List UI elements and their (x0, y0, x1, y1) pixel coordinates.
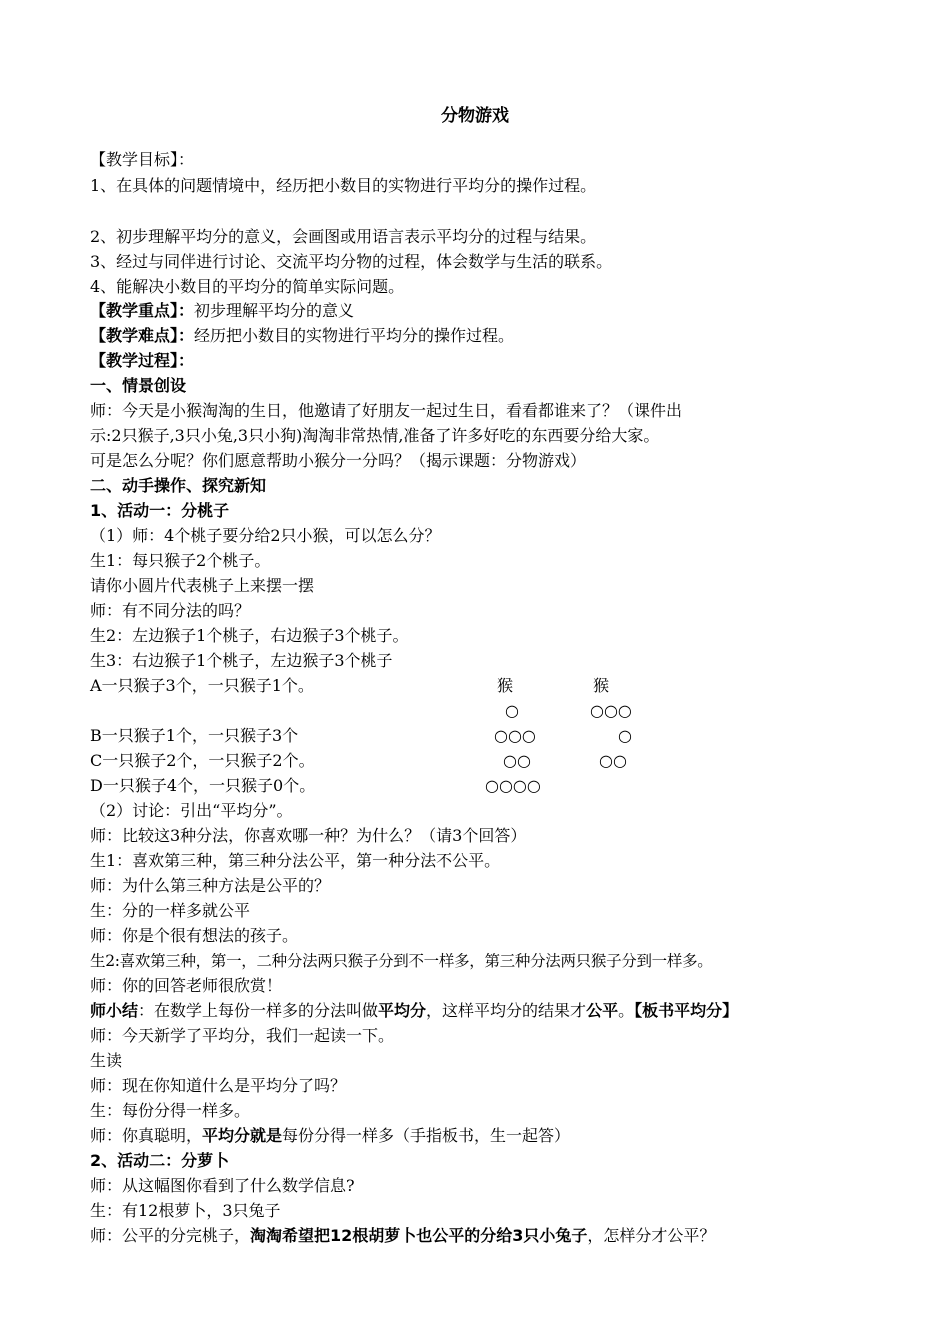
student-read: 生读 (90, 1051, 123, 1070)
section1-line-1: 师：今天是小猴淘淘的生日，他邀请了好朋友一起过生日，看看都谁来了？（课件出 (90, 401, 683, 420)
last-text-c: ，怎样分才公平？ (587, 1226, 716, 1245)
activity1-student2: 生2：左边猴子1个桃子，右边猴子3个桃子。 (90, 626, 409, 645)
circles-d-left: ○○○○ (485, 776, 541, 795)
option-b: B一只猴子1个，一只猴子3个 (90, 726, 299, 745)
circles-a-right: ○○○ (590, 701, 632, 720)
goal-1: 1、在具体的问题情境中，经历把小数目的实物进行平均分的操作过程。 (90, 176, 597, 195)
activity2-teacher: 师：从这幅图你看到了什么数学信息? (90, 1176, 355, 1195)
activity2-student: 生：有12根萝卜，3只兔子 (90, 1201, 281, 1220)
circles-b-right: ○ (618, 726, 632, 745)
page-title: 分物游戏 (441, 106, 509, 126)
key-text: 初步理解平均分的意义 (194, 301, 355, 320)
goal-2: 2、初步理解平均分的意义，会画图或用语言表示平均分的过程与结果。 (90, 227, 597, 246)
monkey-left-label: 猴 (497, 676, 514, 695)
teacher-why: 师：为什么第三种方法是公平的？ (90, 876, 331, 895)
student1-like: 生1：喜欢第三种，第三种分法公平，第一种分法不公平。 (90, 851, 501, 870)
activity1-ask: 请你小圆片代表桃子上来摆一摆 (90, 576, 315, 595)
goal-4: 4、能解决小数目的平均分的简单实际问题。 (90, 277, 405, 296)
clever-term: 平均分就是 (202, 1126, 283, 1145)
activity2-question (90, 1226, 715, 1246)
discussion: （2）讨论：引出“平均分”。 (90, 801, 293, 820)
section1-heading: 一、情景创设 (90, 376, 187, 395)
circles-b-left: ○○○ (494, 726, 536, 745)
option-c: C一只猴子2个，一只猴子2个。 (90, 751, 315, 770)
teacher-know: 师：现在你知道什么是平均分了吗？ (90, 1076, 347, 1095)
diff-label: 【教学难点】： (90, 326, 195, 345)
key-label: 【教学重点】： (90, 301, 195, 320)
teacher-summary (90, 1001, 738, 1021)
clever-text-a: 师：你真聪明， (90, 1126, 203, 1145)
summary-term: 平均分 (378, 1001, 427, 1020)
activity1-student3: 生3：右边猴子1个桃子，左边猴子3个桃子 (90, 651, 393, 670)
teacher-read: 师：今天新学了平均分，我们一起读一下。 (90, 1026, 395, 1045)
activity1-teacher2: 师：有不同分法的吗？ (90, 601, 251, 620)
student-each: 生：每份分得一样多。 (90, 1101, 251, 1120)
teacher-idea: 师：你是个很有想法的孩子。 (90, 926, 299, 945)
summary-label: 师小结 (90, 1001, 139, 1020)
monkey-right-label: 猴 (593, 676, 610, 695)
teacher-compare: 师：比较这3种分法，你喜欢哪一种？为什么？（请3个回答） (90, 826, 527, 845)
circles-c-left: ○○ (503, 751, 531, 770)
summary-text-e: 。 (618, 1001, 635, 1020)
section1-line-3: 可是怎么分呢？你们愿意帮助小猴分一分吗？（揭示课题：分物游戏） (90, 451, 587, 470)
goal-3: 3、经过与同伴进行讨论、交流平均分物的过程，体会数学与生活的联系。 (90, 252, 613, 271)
option-d: D一只猴子4个，一只猴子0个。 (90, 776, 316, 795)
teacher-praise: 师：你的回答老师很欣赏！ (90, 976, 283, 995)
section2-heading: 二、动手操作、探究新知 (90, 476, 267, 495)
circles-a-left: ○ (505, 701, 519, 720)
section1-line-2: 示:2只猴子,3只小兔,3只小狗)淘淘非常热情,准备了许多好吃的东西要分给大家。 (90, 426, 660, 445)
summary-text-c: ，这样平均分的结果才 (426, 1001, 587, 1020)
circles-c-right: ○○ (599, 751, 627, 770)
clever-text-c: 每份分得一样多（手指板书，生一起答） (282, 1126, 571, 1145)
last-text-b: 淘淘希望把12根胡萝卜也公平的分给3只小兔子 (250, 1226, 588, 1245)
activity1-heading: 1、活动一：分桃子 (90, 501, 230, 520)
diff-text: 经历把小数目的实物进行平均分的操作过程。 (194, 326, 515, 345)
process-heading: 【教学过程】： (90, 351, 195, 370)
key-point (90, 301, 354, 321)
summary-text-a: ：在数学上每份一样多的分法叫做 (138, 1001, 379, 1020)
goal-heading: 【教学目标】： (90, 150, 195, 169)
last-text-a: 师：公平的分完桃子， (90, 1226, 251, 1245)
student2-like: 生2:喜欢第三种，第一，二种分法两只猴子分到不一样多，第三种分法两只猴子分到一样多。 (90, 952, 713, 970)
option-a: A一只猴子3个，一只猴子1个。 (90, 676, 314, 695)
activity1-question: （1）师：4个桃子要分给2只小猴，可以怎么分？ (90, 526, 441, 545)
activity1-student1: 生1：每只猴子2个桃子。 (90, 551, 271, 570)
difficult-point (90, 326, 514, 346)
teacher-clever (90, 1126, 570, 1146)
activity2-heading: 2、活动二：分萝卜 (90, 1151, 230, 1170)
summary-board: 【板书平均分】 (634, 1001, 739, 1020)
student-same: 生：分的一样多就公平 (90, 901, 251, 920)
summary-fair: 公平 (586, 1001, 619, 1020)
